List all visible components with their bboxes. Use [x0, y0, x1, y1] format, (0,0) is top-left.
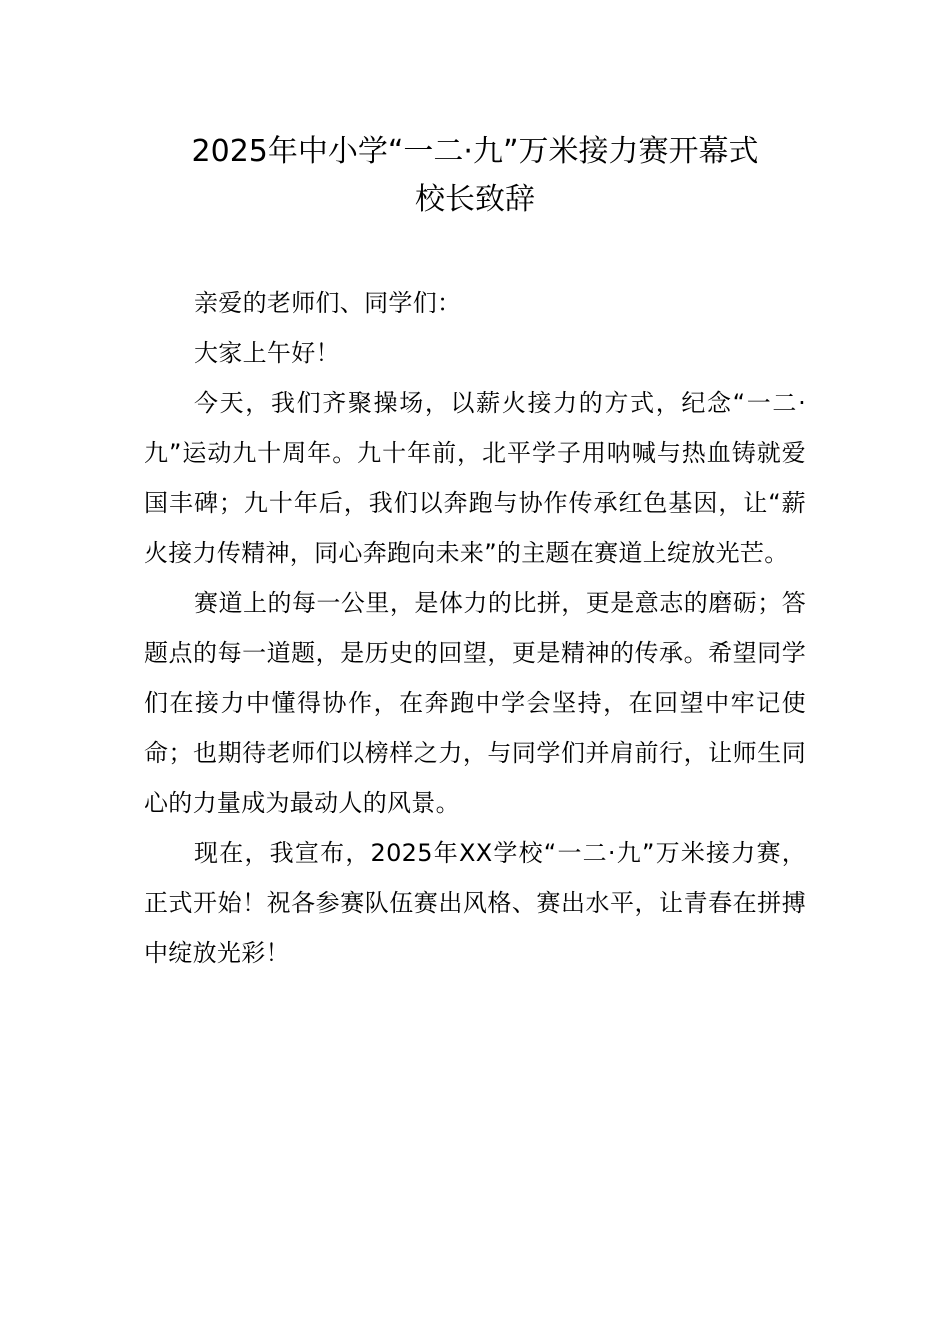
greeting-paragraph: 大家上午好！ — [194, 339, 340, 367]
salutation-paragraph: 亲爱的老师们、同学们： — [194, 289, 462, 317]
body-paragraph: 赛道上的每一公里，是体力的比拼，更是意志的磨砺；答题点的每一道题，是历史的回望，更是精神的传承。希望同学们在接力中懂得协作，在奔跑中学会坚持，在回望中牢记使命；也期待老师们以榜样之力，与同学们并肩前行，让师生同心的力量成为最动人的风景。 — [144, 589, 806, 817]
closing-paragraph: 现在，我宣布，2025年XX学校“一二·九”万米接力赛，正式开始！祝各参赛队伍赛出风格、赛出水平，让青春在拼搏中绽放光彩！ — [144, 839, 806, 967]
document-title — [95, 128, 855, 224]
title-line-1: 2025年中小学“一二·九”万米接力赛开幕式 — [191, 134, 759, 169]
title-line-2: 校长致辞 — [415, 182, 535, 217]
document-body — [144, 278, 806, 978]
body-paragraph: 今天，我们齐聚操场，以薪火接力的方式，纪念“一二·九”运动九十周年。九十年前，北平学子用呐喊与热血铸就爱国丰碑；九十年后，我们以奔跑与协作传承红色基因，让“薪火接力传精神，同心奔跑向未来”的主题在赛道上绽放光芒。 — [144, 389, 806, 567]
